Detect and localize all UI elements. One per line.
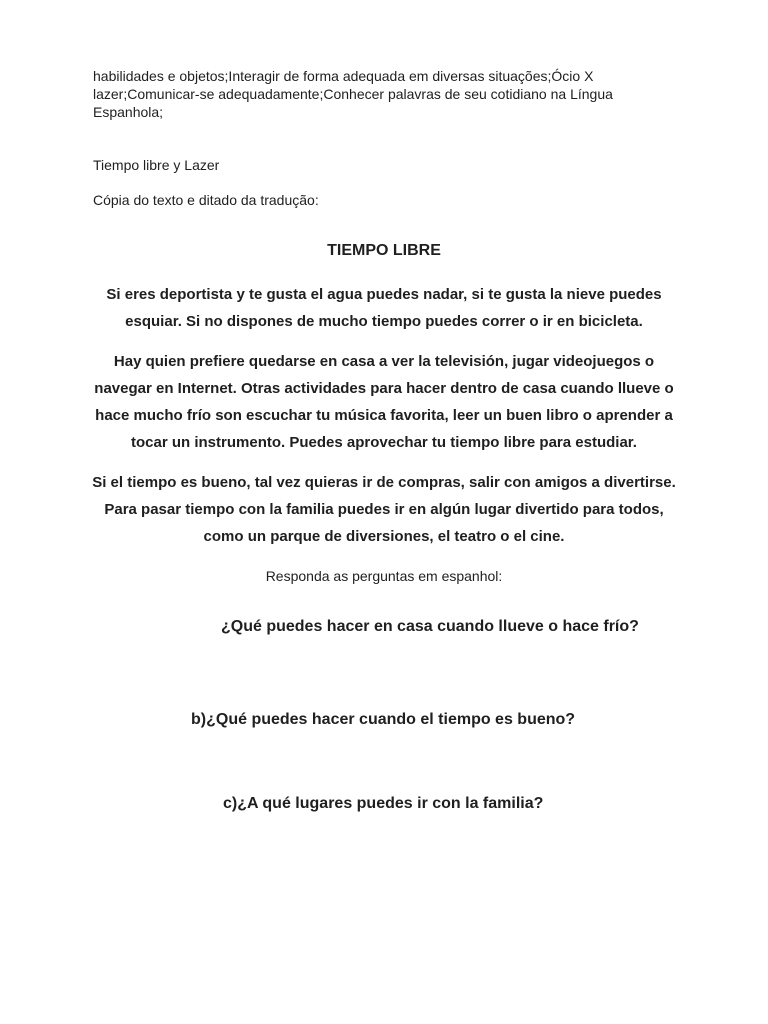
question-a: ¿Qué puedes hacer en casa cuando llueve o hace frío? — [221, 618, 639, 635]
paragraph-line: esquiar. Si no dispones de mucho tiempo puedes correr o ir en bicicleta. — [125, 313, 643, 330]
paragraph-line: navegar en Internet. Otras actividades para hacer dentro de casa cuando llueve o — [94, 380, 674, 397]
intro-objectives — [93, 67, 683, 121]
paragraph-line: como un parque de diversiones, el teatro o el cine. — [203, 528, 565, 545]
paragraph-line: Si eres deportista y te gusta el agua puedes nadar, si te gusta la nieve puedes — [106, 286, 662, 303]
reading-paragraph — [88, 281, 680, 335]
intro-line: habilidades e objetos;Interagir de forma adequada em diversas situações;Ócio X — [93, 68, 594, 84]
copy-instruction: Cópia do texto e ditado da tradução: — [93, 192, 319, 208]
question-c: c)¿A qué lugares puedes ir con la familia? — [223, 795, 544, 812]
intro-line: Espanhola; — [93, 104, 164, 120]
paragraph-line: Hay quien prefiere quedarse en casa a ver la televisión, jugar videojuegos o — [113, 353, 655, 370]
subtitle: Tiempo libre y Lazer — [93, 157, 220, 173]
reading-title: TIEMPO LIBRE — [327, 242, 441, 259]
intro-line: lazer;Comunicar-se adequadamente;Conhecer palavras de seu cotidiano na Língua — [93, 86, 613, 102]
paragraph-line: hace mucho frío son escuchar tu música favorita, leer un buen libro o aprender a — [95, 407, 673, 424]
paragraph-line: tocar un instrumento. Puedes aprovechar tu tiempo libre para estudiar. — [131, 434, 637, 451]
paragraph-line: Si el tiempo es bueno, tal vez quieras ir de compras, salir con amigos a divertirse. — [92, 474, 676, 491]
question-b: b)¿Qué puedes hacer cuando el tiempo es bueno? — [191, 711, 576, 728]
reading-paragraph — [88, 469, 680, 550]
answer-instruction: Responda as perguntas em espanhol: — [265, 568, 503, 584]
paragraph-line: Para pasar tiempo con la familia puedes ir en algún lugar divertido para todos, — [104, 501, 664, 518]
reading-paragraph — [88, 348, 680, 456]
